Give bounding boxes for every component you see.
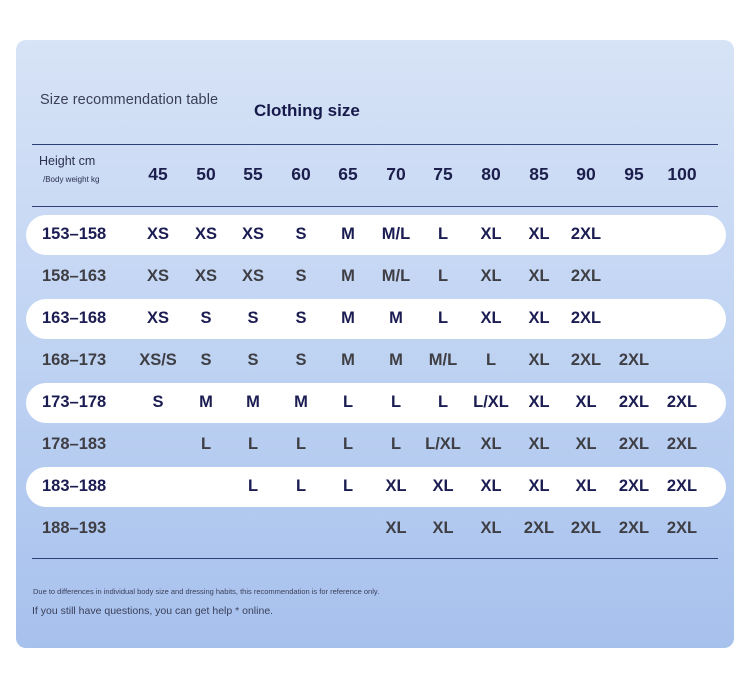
size-cell: L	[437, 309, 449, 327]
size-cell: XL	[528, 435, 550, 453]
size-cell: XS/S	[139, 351, 177, 369]
size-cell: XL	[528, 351, 550, 369]
table-row	[26, 383, 726, 423]
weight-header-cell: 55	[243, 164, 263, 184]
weight-header-cell: 45	[148, 164, 168, 184]
height-range-cell: 178–183	[42, 435, 107, 453]
size-cell: S	[295, 351, 307, 369]
size-cell: M	[389, 309, 403, 327]
weight-header-cell: 50	[196, 164, 216, 184]
help-text: If you still have questions, you can get help * online.	[32, 605, 274, 617]
size-cell: S	[247, 351, 259, 369]
size-cell: XL	[528, 393, 550, 411]
size-cell: L	[390, 393, 402, 411]
size-cell: L	[295, 435, 307, 453]
height-range-cell: 173–178	[42, 393, 107, 411]
weight-header-cell: 60	[291, 164, 311, 184]
size-cell: 2XL	[666, 393, 698, 411]
size-cell: XS	[194, 267, 217, 285]
table-row	[26, 509, 726, 549]
size-cell: XS	[146, 267, 169, 285]
size-cell: XL	[480, 309, 502, 327]
size-cell: XL	[385, 519, 407, 537]
size-cell: 2XL	[570, 267, 602, 285]
weight-row-label: /Body weight kg	[43, 175, 100, 184]
weight-header-cell: 80	[481, 164, 501, 184]
size-cell: L	[437, 267, 449, 285]
weight-header-cell: 70	[386, 164, 406, 184]
size-cell: M	[341, 309, 355, 327]
size-cell: 2XL	[570, 351, 602, 369]
size-cell: L	[437, 225, 449, 243]
size-cell: S	[247, 309, 259, 327]
size-cell: XL	[432, 477, 454, 495]
size-cell: S	[200, 309, 212, 327]
size-cell: 2XL	[666, 477, 698, 495]
size-cell: S	[152, 393, 164, 411]
size-cell: 2XL	[618, 477, 650, 495]
size-cell: M	[294, 393, 308, 411]
table-title: Clothing size	[254, 101, 360, 120]
size-cell: 2XL	[618, 435, 650, 453]
height-column-label: Height cm	[39, 154, 96, 168]
size-cell: L	[342, 477, 354, 495]
size-cell: S	[295, 225, 307, 243]
size-cell: M/L	[381, 225, 411, 243]
size-cell: S	[295, 267, 307, 285]
size-cell: L	[247, 435, 259, 453]
size-cell: L	[390, 435, 402, 453]
size-cell: XL	[385, 477, 407, 495]
size-cell: L	[295, 477, 307, 495]
size-cell: M/L	[428, 351, 458, 369]
weight-header-cell: 65	[338, 164, 358, 184]
disclaimer-note: Due to differences in individual body size and dressing habits, this recommendation is for reference only.	[33, 587, 380, 596]
size-cell: XL	[432, 519, 454, 537]
divider-bottom	[32, 558, 718, 559]
size-cell: 2XL	[570, 519, 602, 537]
size-cell: XL	[528, 477, 550, 495]
height-range-cell: 188–193	[42, 519, 107, 537]
size-cell: XS	[241, 267, 264, 285]
size-cell: XL	[528, 267, 550, 285]
size-cell: XL	[575, 435, 597, 453]
table-row	[26, 299, 726, 339]
table-row	[26, 215, 726, 255]
size-cell: XL	[528, 309, 550, 327]
size-cell: XL	[575, 393, 597, 411]
size-cell: 2XL	[618, 393, 650, 411]
size-cell: L	[342, 435, 354, 453]
size-cell: L	[437, 393, 449, 411]
size-cell: 2XL	[523, 519, 555, 537]
size-cell: 2XL	[570, 225, 602, 243]
size-cell: M	[389, 351, 403, 369]
size-cell: M/L	[381, 267, 411, 285]
size-cell: L	[485, 351, 497, 369]
size-chart-card	[16, 40, 734, 648]
divider-header	[32, 206, 718, 207]
table-row	[26, 467, 726, 507]
height-range-cell: 158–163	[42, 267, 107, 285]
table-row	[26, 257, 726, 297]
table-row	[26, 425, 726, 465]
height-range-cell: 183–188	[42, 477, 107, 495]
size-cell: XS	[194, 225, 217, 243]
size-cell: XL	[480, 225, 502, 243]
size-cell: XL	[480, 477, 502, 495]
size-cell: XL	[480, 519, 502, 537]
size-cell: M	[341, 267, 355, 285]
size-cell: 2XL	[666, 435, 698, 453]
divider-top	[32, 144, 718, 145]
size-cell: 2XL	[666, 519, 698, 537]
size-cell: M	[341, 225, 355, 243]
height-range-cell: 168–173	[42, 351, 107, 369]
size-cell: M	[199, 393, 213, 411]
size-cell: XL	[528, 225, 550, 243]
size-cell: XS	[146, 225, 169, 243]
size-cell: 2XL	[618, 351, 650, 369]
table-subtitle: Size recommendation table	[40, 92, 219, 108]
weight-header-cell: 95	[624, 164, 644, 184]
table-row	[26, 341, 726, 381]
height-range-cell: 153–158	[42, 225, 107, 243]
size-cell: XL	[480, 435, 502, 453]
size-cell: 2XL	[570, 309, 602, 327]
size-cell: M	[246, 393, 260, 411]
height-range-cell: 163–168	[42, 309, 107, 327]
size-cell: 2XL	[618, 519, 650, 537]
size-cell: S	[295, 309, 307, 327]
size-cell: L/XL	[473, 393, 509, 411]
size-cell: M	[341, 351, 355, 369]
size-cell: L	[342, 393, 354, 411]
weight-header-cell: 90	[576, 164, 596, 184]
size-cell: L/XL	[425, 435, 461, 453]
size-cell: XS	[146, 309, 169, 327]
weight-header-cell: 100	[667, 164, 697, 184]
size-cell: L	[247, 477, 259, 495]
size-cell: L	[200, 435, 212, 453]
weight-header-cell: 85	[529, 164, 549, 184]
size-cell: XS	[241, 225, 264, 243]
size-cell: XL	[480, 267, 502, 285]
size-cell: S	[200, 351, 212, 369]
size-cell: XL	[575, 477, 597, 495]
weight-header-cell: 75	[433, 164, 453, 184]
